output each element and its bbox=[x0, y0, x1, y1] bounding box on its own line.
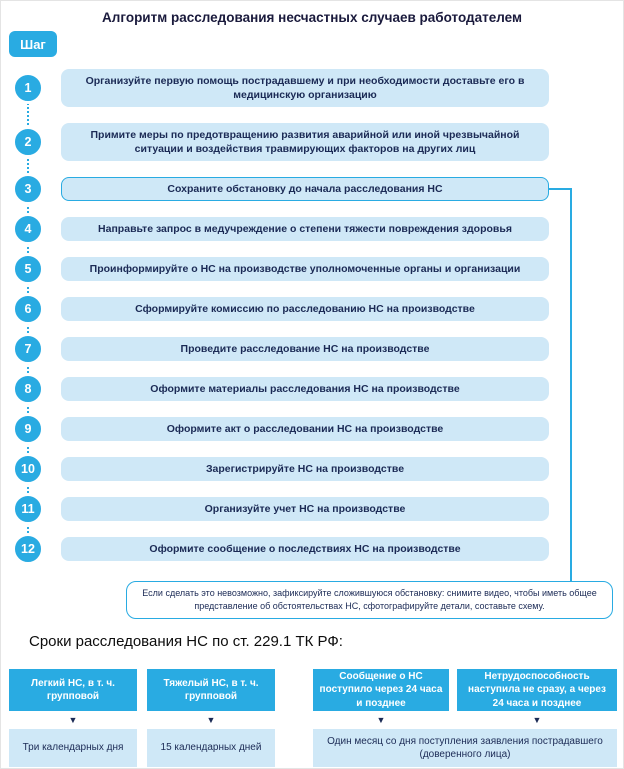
step-row-10 bbox=[1, 457, 624, 481]
step-badge: Шаг bbox=[9, 31, 57, 57]
step-box-3: Сохраните обстановку до начала расследования НС bbox=[61, 177, 549, 201]
deadline-header-late-report: Сообщение о НС поступило через 24 часа и позднее bbox=[313, 669, 449, 711]
note-box: Если сделать это невозможно, зафиксируйте сложившуюся обстановку: снимите видео, чтобы иметь общее представление об обстоятельствах НС, сфотографируйте детали, составьте схему. bbox=[126, 581, 613, 619]
step-row-1 bbox=[1, 69, 624, 107]
step-number-4: 4 bbox=[12, 213, 44, 245]
step-number-12: 12 bbox=[12, 533, 44, 565]
step-row-9 bbox=[1, 417, 624, 441]
deadline-value-light: Три календарных дня bbox=[9, 729, 137, 767]
step-number-2: 2 bbox=[12, 126, 44, 158]
step-row-2 bbox=[1, 123, 624, 161]
step-row-8 bbox=[1, 377, 624, 401]
page-title: Алгоритм расследования несчастных случаев работодателем bbox=[102, 10, 522, 25]
step-box-9: Оформите акт о расследовании НС на производстве bbox=[61, 417, 549, 441]
step-row-5 bbox=[1, 257, 624, 281]
step-number-5: 5 bbox=[12, 253, 44, 285]
step-box-6: Сформируйте комиссию по расследованию НС на производстве bbox=[61, 297, 549, 321]
step-box-8: Оформите материалы расследования НС на производстве bbox=[61, 377, 549, 401]
step-number-1: 1 bbox=[12, 72, 44, 104]
step-number-11: 11 bbox=[12, 493, 44, 525]
step-number-9: 9 bbox=[12, 413, 44, 445]
step-row-6 bbox=[1, 297, 624, 321]
step-number-6: 6 bbox=[12, 293, 44, 325]
step-row-7 bbox=[1, 337, 624, 361]
step-box-10: Зарегистрируйте НС на производстве bbox=[61, 457, 549, 481]
step-box-12: Оформите сообщение о последствиях НС на производстве bbox=[61, 537, 549, 561]
deadline-header-light-accident: Легкий НС, в т. ч. групповой bbox=[9, 669, 137, 711]
step-number-7: 7 bbox=[12, 333, 44, 365]
step-row-4 bbox=[1, 217, 624, 241]
step-box-2: Примите меры по предотвращению развития аварийной или иной чрезвычайной ситуации и воздействия травмирующих факторов на других лиц bbox=[61, 123, 549, 161]
deadline-header-severe-accident: Тяжелый НС, в т. ч. групповой bbox=[147, 669, 275, 711]
down-arrow-icon: ▼ bbox=[376, 715, 386, 725]
step-row-11 bbox=[1, 497, 624, 521]
step-number-8: 8 bbox=[12, 373, 44, 405]
down-arrow-icon: ▼ bbox=[206, 715, 216, 725]
step-box-1: Организуйте первую помощь пострадавшему и при необходимости доставьте его в медицинскую организацию bbox=[61, 69, 549, 107]
step-box-11: Организуйте учет НС на производстве bbox=[61, 497, 549, 521]
deadlines-title: Сроки расследования НС по ст. 229.1 ТК РФ: bbox=[29, 633, 343, 650]
steps-list bbox=[1, 69, 624, 561]
deadline-value-severe: 15 календарных дней bbox=[147, 729, 275, 767]
down-arrow-icon: ▼ bbox=[68, 715, 78, 725]
step-box-5: Проинформируйте о НС на производстве уполномоченные органы и организации bbox=[61, 257, 549, 281]
deadline-header-late-disability: Нетрудоспособность наступила не сразу, а через 24 часа и позднее bbox=[457, 669, 617, 711]
down-arrow-icon: ▼ bbox=[532, 715, 542, 725]
step-row-12 bbox=[1, 537, 624, 561]
step-row-3 bbox=[1, 177, 624, 201]
step-number-3: 3 bbox=[12, 173, 44, 205]
step-box-7: Проведите расследование НС на производстве bbox=[61, 337, 549, 361]
deadline-value-merged: Один месяц со дня поступления заявления пострадавшего (доверенного лица) bbox=[313, 729, 617, 767]
step-number-10: 10 bbox=[12, 453, 44, 485]
step-box-4: Направьте запрос в медучреждение о степени тяжести повреждения здоровья bbox=[61, 217, 549, 241]
